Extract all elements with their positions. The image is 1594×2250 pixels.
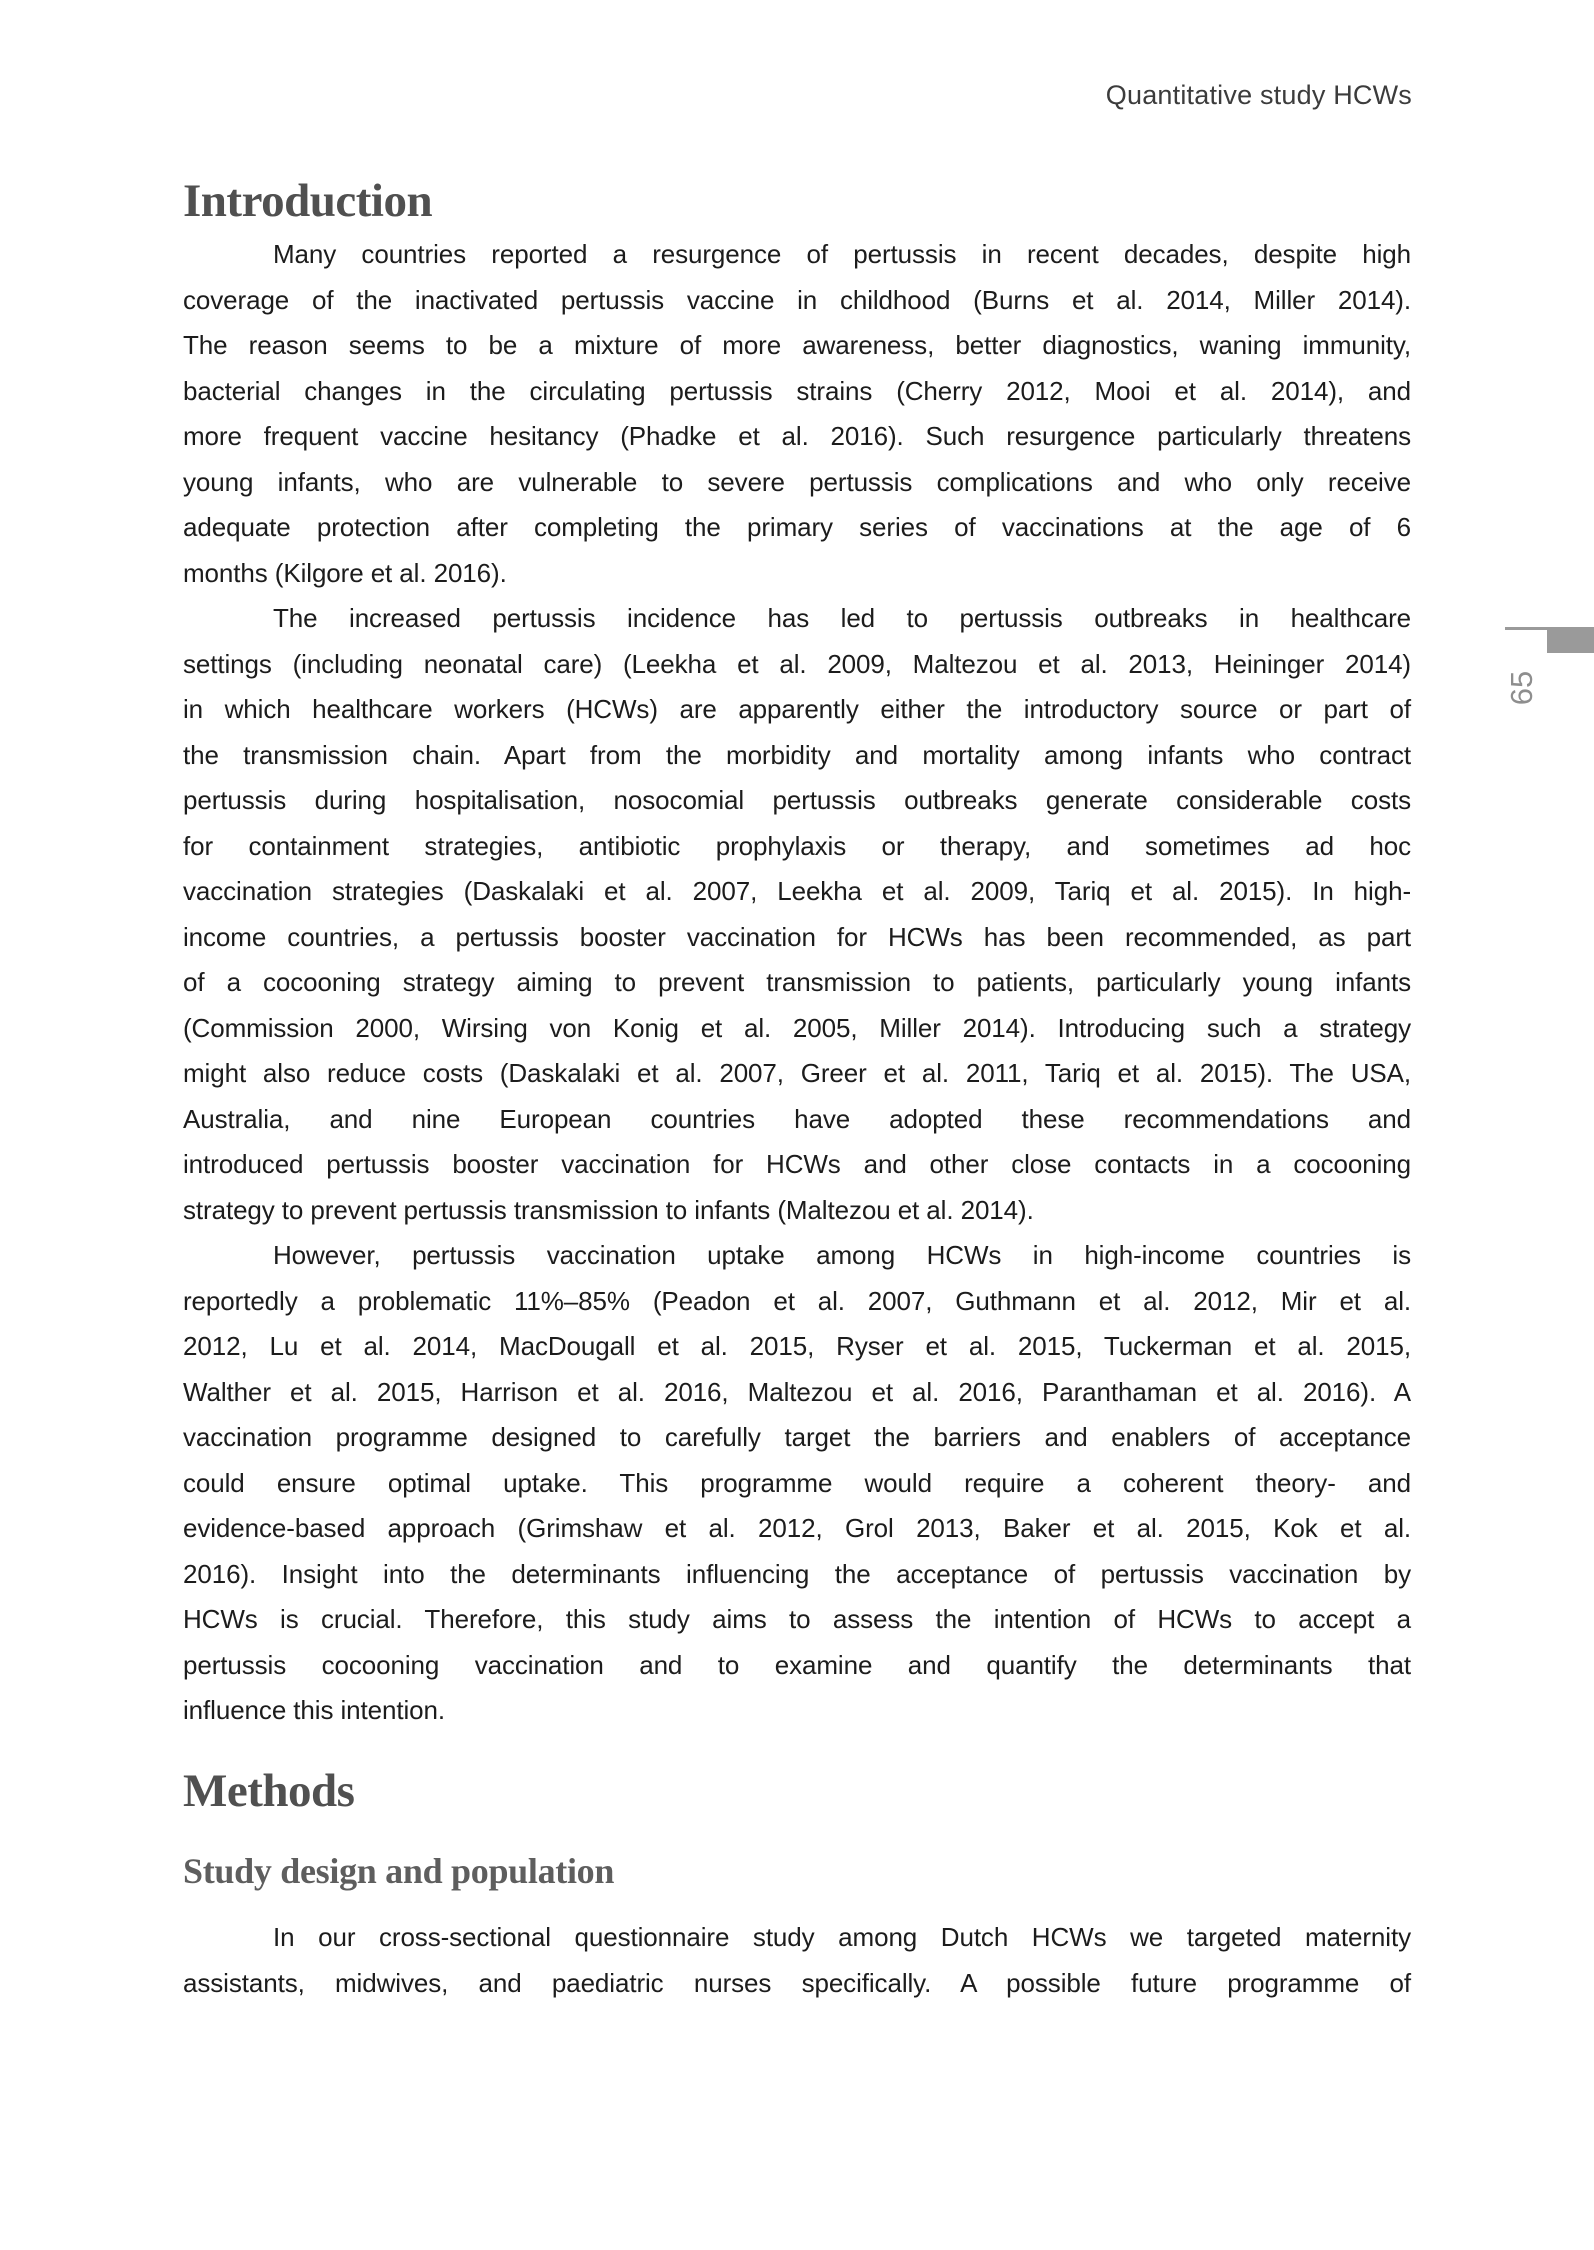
subsection-title-study-design: Study design and population [183, 1851, 615, 1891]
text-line: might also reduce costs (Daskalaki et al. 2007, Greer et al. 2011, Tariq et al. 2015). The USA, [183, 1058, 1411, 1088]
text-line: Australia, and nine European countries have adopted these recommendations and [183, 1103, 1411, 1134]
text-line: 2016). Insight into the determinants influencing the acceptance of pertussis vaccination by [183, 1558, 1411, 1589]
text-line: In our cross-sectional questionnaire study among Dutch HCWs we targeted maternity [273, 1922, 1411, 1952]
text-line: income countries, a pertussis booster vaccination for HCWs has been recommended, as part [183, 921, 1411, 952]
text-line: of a cocooning strategy aiming to prevent transmission to patients, particularly young infants [183, 967, 1411, 997]
text-line: pertussis during hospitalisation, nosocomial pertussis outbreaks generate considerable costs [183, 785, 1411, 815]
text-line: bacterial changes in the circulating pertussis strains (Cherry 2012, Mooi et al. 2014), and [183, 375, 1411, 406]
text-line: assistants, midwives, and paediatric nurses specifically. A possible future programme of [183, 1967, 1411, 1998]
text-line: strategy to prevent pertussis transmission to infants (Maltezou et al. 2014). [183, 1194, 1034, 1225]
text-line: introduced pertussis booster vaccination for HCWs and other close contacts in a cocooning [183, 1149, 1411, 1179]
text-line: The increased pertussis incidence has led to pertussis outbreaks in healthcare [273, 603, 1411, 633]
text-line: could ensure optimal uptake. This programme would require a coherent theory- and [183, 1467, 1411, 1498]
text-line: vaccination programme designed to carefully target the barriers and enablers of acceptance [183, 1422, 1411, 1452]
text-line: settings (including neonatal care) (Leekha et al. 2009, Maltezou et al. 2013, Heininger 2014) [183, 648, 1411, 679]
text-line: pertussis cocooning vaccination and to examine and quantify the determinants that [183, 1649, 1411, 1680]
text-line: more frequent vaccine hesitancy (Phadke et al. 2016). Such resurgence particularly threatens [183, 421, 1411, 451]
paragraph [183, 596, 1411, 1233]
paragraph [183, 1233, 1411, 1734]
section-title-introduction: Introduction [183, 175, 433, 227]
page-number-text: 65 [1504, 670, 1539, 706]
text-line: reportedly a problematic 11%–85% (Peadon et al. 2007, Guthmann et al. 2012, Mir et al. [183, 1285, 1411, 1316]
text-line: However, pertussis vaccination uptake among HCWs in high-income countries is [273, 1240, 1411, 1270]
text-line: coverage of the inactivated pertussis vaccine in childhood (Burns et al. 2014, Miller 2014). [183, 284, 1411, 315]
text-line: for containment strategies, antibiotic prophylaxis or therapy, and sometimes ad hoc [183, 830, 1411, 861]
text-line: the transmission chain. Apart from the morbidity and mortality among infants who contract [183, 739, 1411, 770]
section-title-methods: Methods [183, 1765, 355, 1817]
text-line: HCWs is crucial. Therefore, this study aims to assess the intention of HCWs to accept a [183, 1604, 1411, 1634]
text-line: Many countries reported a resurgence of pertussis in recent decades, despite high [273, 239, 1411, 269]
page-tab-marker [1547, 627, 1594, 653]
text-line: young infants, who are vulnerable to severe pertussis complications and who only receive [183, 466, 1411, 497]
text-line: months (Kilgore et al. 2016). [183, 557, 507, 588]
running-header: Quantitative study HCWs [1105, 80, 1412, 110]
text-line: adequate protection after completing the primary series of vaccinations at the age of 6 [183, 512, 1411, 542]
paragraph [183, 232, 1411, 596]
text-line: in which healthcare workers (HCWs) are apparently either the introductory source or part of [183, 694, 1411, 724]
text-line: Walther et al. 2015, Harrison et al. 2016, Maltezou et al. 2016, Paranthaman et al. 2016). A [183, 1376, 1411, 1407]
text-line: The reason seems to be a mixture of more awareness, better diagnostics, waning immunity, [183, 330, 1411, 360]
paragraph [183, 1915, 1411, 2006]
text-line: 2012, Lu et al. 2014, MacDougall et al. 2015, Ryser et al. 2015, Tuckerman et al. 2015, [183, 1331, 1411, 1361]
text-line: influence this intention. [183, 1695, 446, 1725]
text-line: (Commission 2000, Wirsing von Konig et al. 2005, Miller 2014). Introducing such a strategy [183, 1012, 1411, 1043]
page-number [1491, 657, 1553, 719]
text-line: vaccination strategies (Daskalaki et al. 2007, Leekha et al. 2009, Tariq et al. 2015). In high- [183, 876, 1411, 906]
text-line: evidence-based approach (Grimshaw et al. 2012, Grol 2013, Baker et al. 2015, Kok et al. [183, 1513, 1411, 1543]
